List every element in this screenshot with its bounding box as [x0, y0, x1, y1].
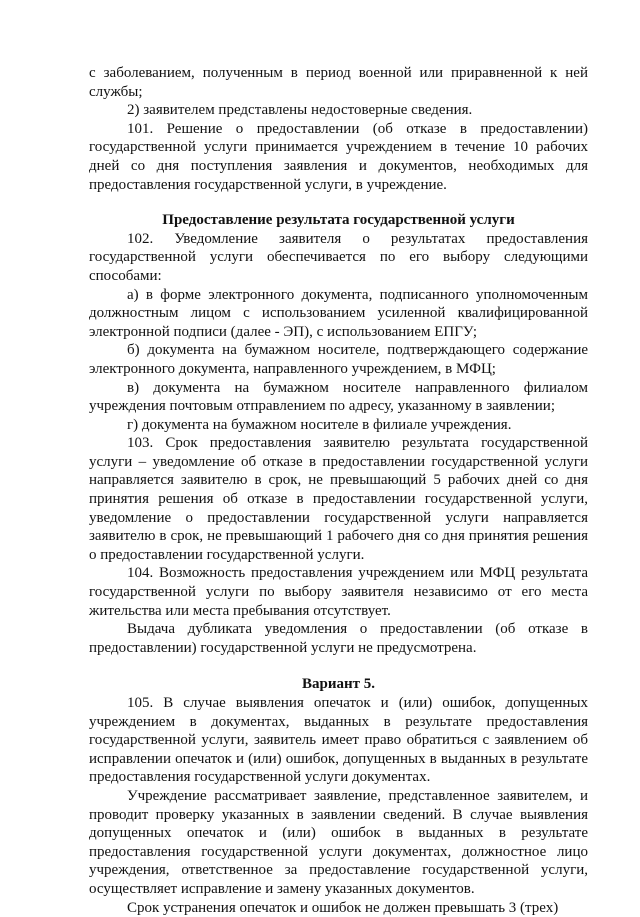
paragraph-102-b: б) документа на бумажном носителе, подтверждающего содержание электронного документа, направленного учреждением, в МФЦ; — [89, 342, 588, 377]
paragraph-continuation: с заболеванием, полученным в период военной или приравненной к ней службы; — [89, 65, 588, 100]
paragraph-102-a: а) в форме электронного документа, подписанного уполномоченным должностным лицом с использованием усиленной квалифицированной электронной подписи (далее - ЭП), с использованием ЕПГУ; — [89, 286, 588, 340]
paragraph-101: 101. Решение о предоставлении (об отказе в предоставлении) государственной услуги принимается учреждением в течение 10 рабочих дней со дня поступления заявления и документов, необходимых для предоставления государственной услуги, в учреждение. — [89, 120, 588, 193]
section-heading-result: Предоставление результата государственной услуги — [162, 212, 515, 229]
section-heading-variant-5: Вариант 5. — [301, 676, 375, 693]
paragraph-103: 103. Срок предоставления заявителю результата государственной услуги – уведомление об отказе в предоставлении государственной услуги направляется заявителю в срок, не превышающий 5 рабочих дней со дня принятия решения об отказе в предоставлении государственной услуги, уведомление о предоставлении государственной услуги направляется заявителю в срок, не превышающий 1 рабочего дня со дня принятия решения о предоставлении государственной услуги. — [89, 435, 588, 563]
paragraph-102: 102. Уведомление заявителя о результатах предоставления государственной услуги обеспечивается по его выбору следующими способами: — [89, 230, 588, 284]
paragraph-102-d: г) документа на бумажном носителе в филиале учреждения. — [127, 416, 512, 433]
paragraph-review: Учреждение рассматривает заявление, представленное заявителем, и проводит проверку указанных в заявлении сведений. В случае выявления допущенных опечаток и (или) ошибок в выданных в результате предоставления государственной услуги документах, должностное лицо учреждения, ответственное за предоставление государственной услуги, осуществляет исправление и замену указанных документов. — [89, 787, 588, 897]
document-page — [89, 64, 588, 917]
paragraph-102-c: в) документа на бумажном носителе направленного филиалом учреждения почтовым отправлением по адресу, указанному в заявлении; — [89, 379, 588, 415]
paragraph-104: 104. Возможность предоставления учреждением или МФЦ результата государственной услуги по выбору заявителя независимо от его места жительства или места пребывания отсутствует. — [89, 565, 588, 619]
paragraph-duplicate: Выдача дубликата уведомления о предоставлении (об отказе в предоставлении) государственной услуги не предусмотрена. — [89, 621, 588, 656]
paragraph-item-2: 2) заявителем представлены недостоверные сведения. — [127, 102, 473, 119]
paragraph-deadline: Срок устранения опечаток и ошибок не должен превышать 3 (трех) — [127, 899, 559, 916]
paragraph-105: 105. В случае выявления опечаток и (или) ошибок, допущенных учреждением в документах, выданных в результате предоставления государственной услуги, заявитель имеет право обратиться с заявлением об исправлении опечаток и (или) ошибок, допущенных в выданных в результате предоставления государственной услуги документах. — [89, 695, 588, 786]
